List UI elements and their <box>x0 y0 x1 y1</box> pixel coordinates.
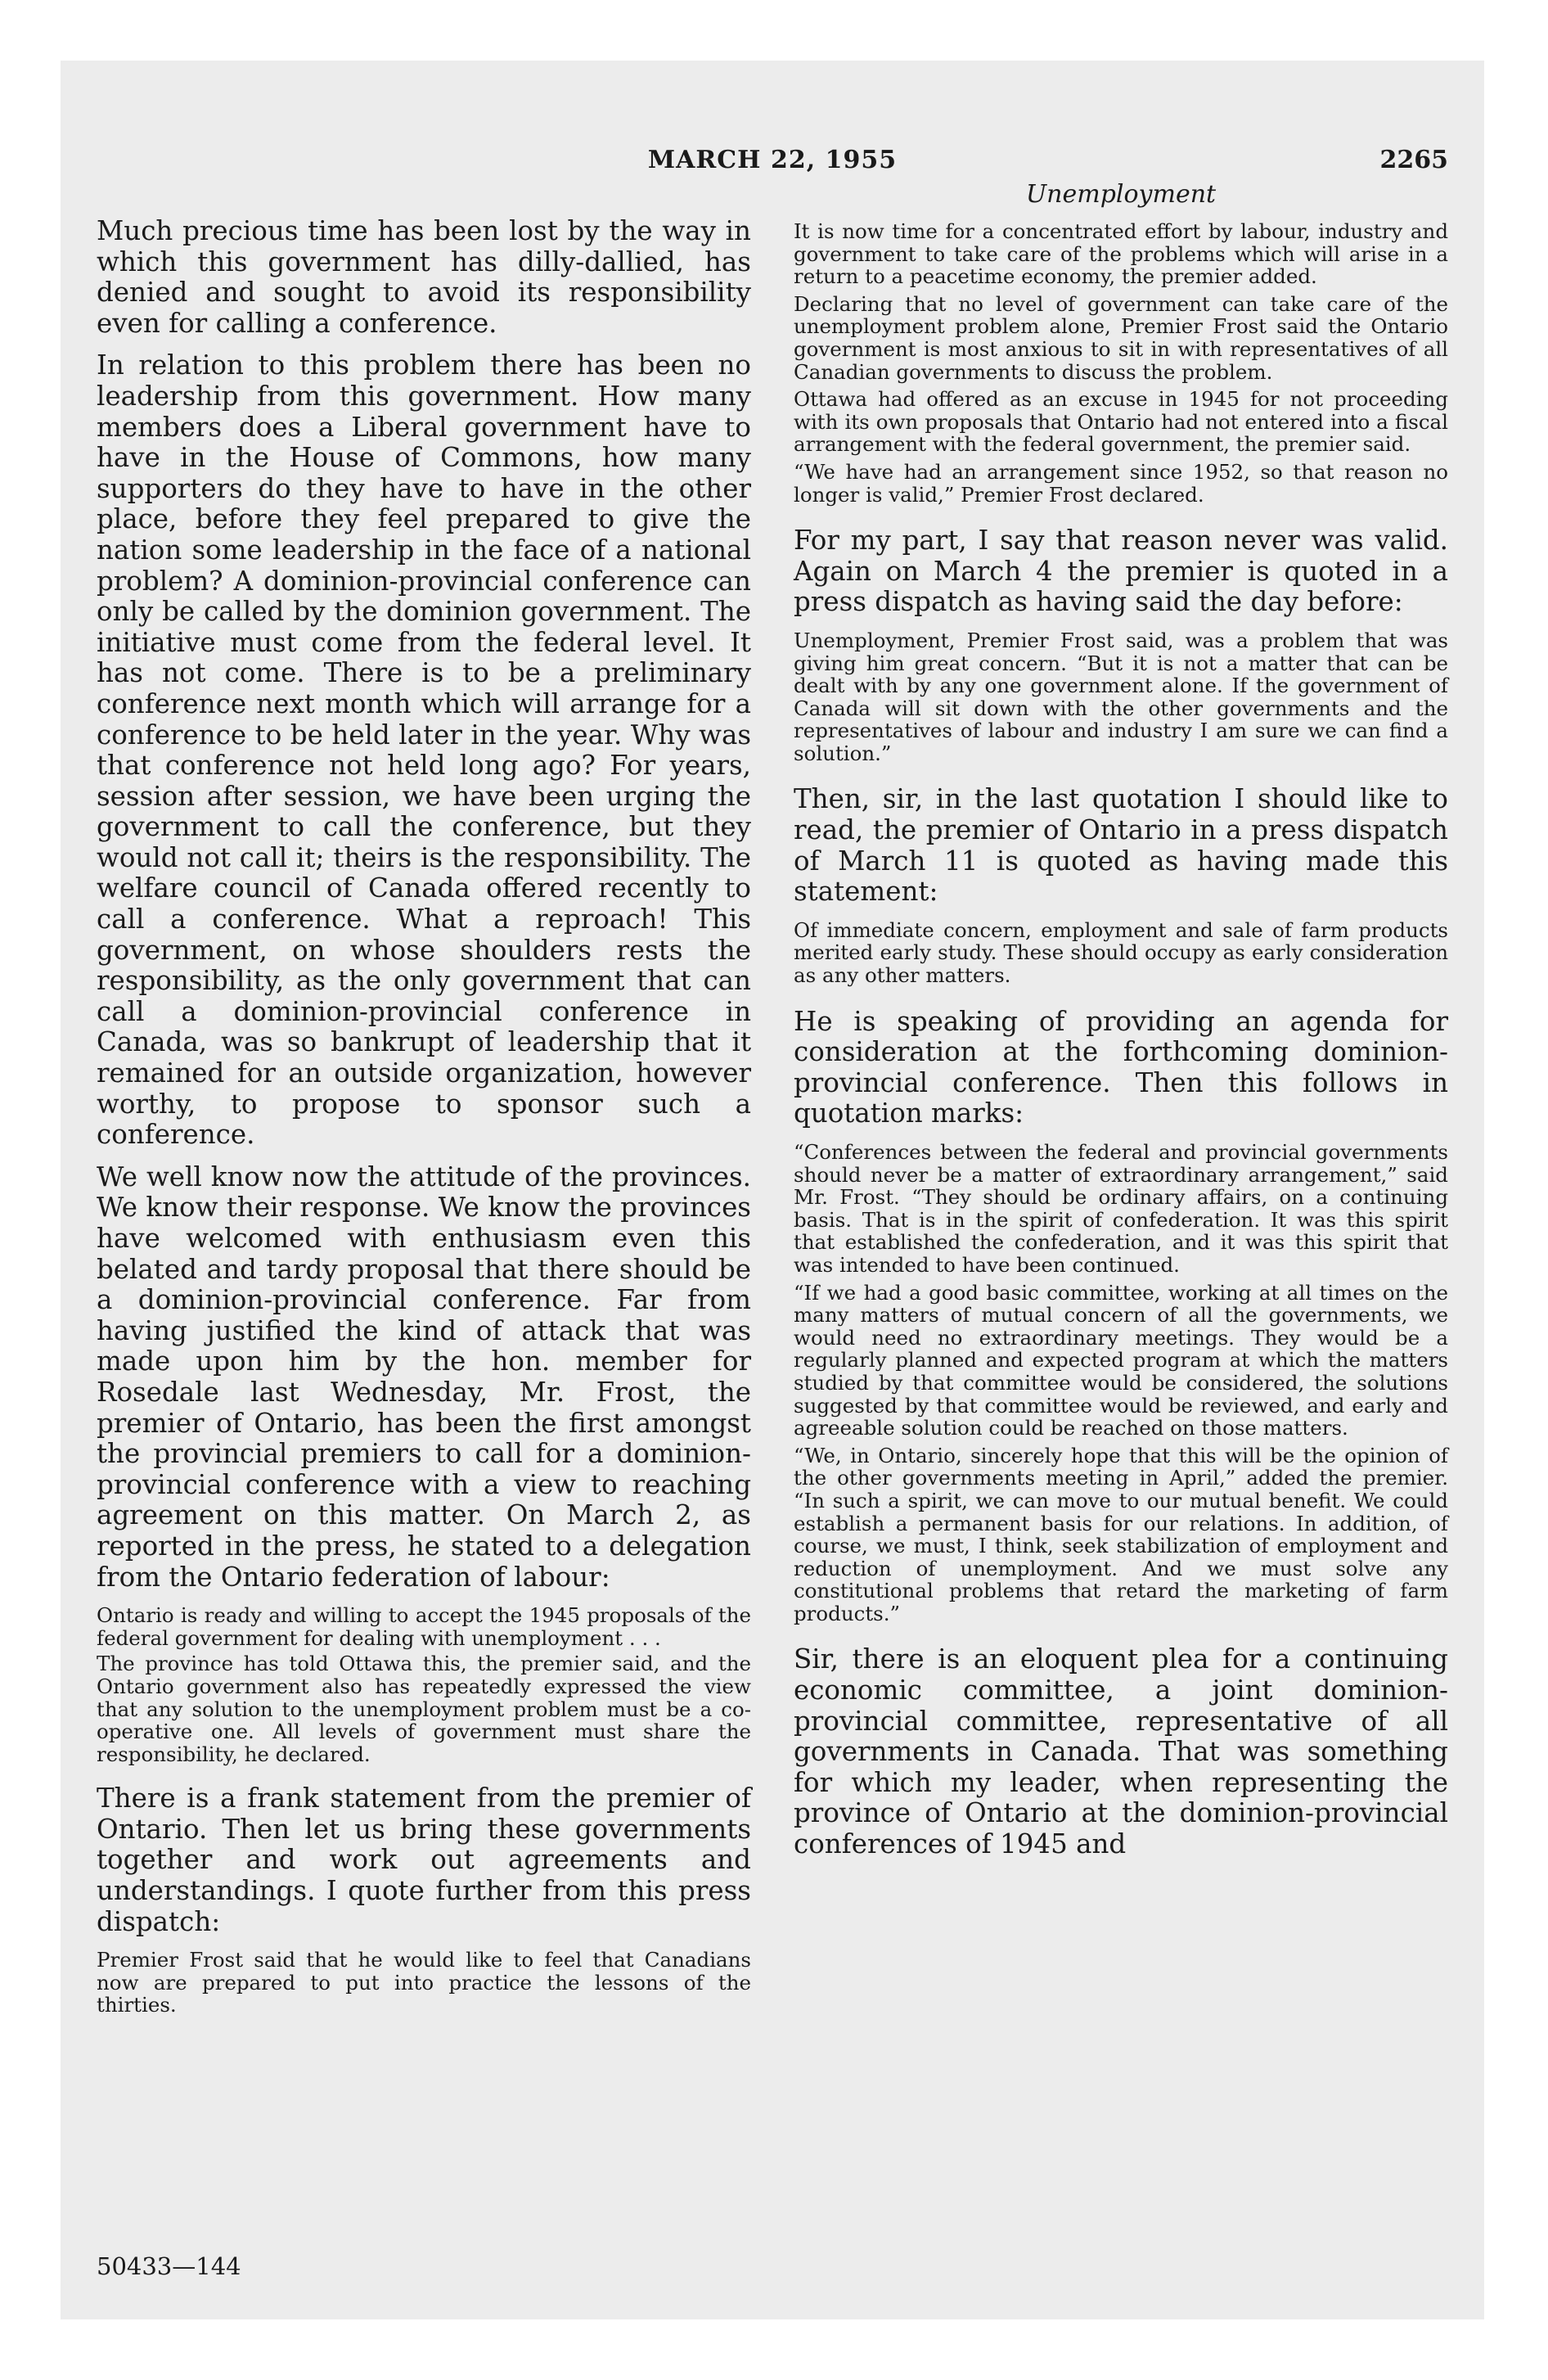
paragraph: For my part, I say that reason never was valid. Again on March 4 the premier is quoted in a press dispatch as having said the day before: <box>794 525 1448 618</box>
page-number: 2265 <box>1379 146 1448 174</box>
paragraph: In relation to this problem there has been no leadership from this government. How many members does a Liberal government have to have in the House of Commons, how many supporters do they have to have in the other place, before they feel prepared to give the nation some leadership in the face of a national problem? A dominion-provincial conference can only be called by the dominion government. The initiative must come from the federal level. It has not come. There is to be a preliminary conference next month which will arrange for a conference to be held later in the year. Why was that conference not held long ago? For years, session after session, we have been urging the government to call the conference, but they would not call it; theirs is the responsibility. The welfare council of Canada offered recently to call a conference. What a reproach! This government, on whose shoulders rests the responsibility, as the only government that can call a dominion-provincial conference in Canada, was so bankrupt of leadership that it remained for an outside organization, however worthy, to propose to sponsor such a conference. <box>97 349 751 1151</box>
paragraph: Much precious time has been lost by the way in which this government has dilly-dallied, has denied and sought to avoid its responsibility even for calling a conference. <box>97 215 751 339</box>
quoted-text: Unemployment, Premier Frost said, was a problem that was giving him great concern. “But it is not a matter that can be dealt with by any one government alone. If the government of Canada will sit down with the other governments and the representatives of labour and industry I am sure we can find a solution.” <box>794 628 1448 765</box>
quoted-text: Ottawa had offered as an excuse in 1945 for not proceeding with its own proposals that Ontario had not entered into a fiscal arrangement with the federal government, the premier said. <box>794 387 1448 457</box>
quoted-text: Premier Frost said that he would like to feel that Canadians now are prepared to put into practice the lessons of the thirties. <box>97 1948 751 2017</box>
left-column <box>97 216 751 2020</box>
paragraph: He is speaking of providing an agenda for consideration at the forthcoming dominion-provincial conference. Then this follows in quotation marks: <box>794 1005 1448 1129</box>
right-column <box>794 180 1448 1872</box>
page-header <box>97 146 1448 178</box>
paragraph: We well know now the attitude of the provinces. We know their response. We know the provinces have welcomed with enthusiasm even this belated and tardy proposal that there should be a dominion-provincial conference. Far from having justified the kind of attack that was made upon him by the hon. member for Rosedale last Wednesday, Mr. Frost, the premier of Ontario, has been the first amongst the provincial premiers to call for a dominion-provincial conference with a view to reaching agreement on this matter. On March 2, as reported in the press, he stated to a delegation from the Ontario federation of labour: <box>97 1161 751 1593</box>
quoted-text: Ontario is ready and willing to accept the 1945 proposals of the federal government for dealing with unemployment . . . <box>97 1603 751 1650</box>
quoted-text: It is now time for a concentrated effort by labour, industry and government to take care of the problems which will arise in a return to a peacetime economy, the premier added. <box>794 219 1448 289</box>
header-date: MARCH 22, 1955 <box>647 146 898 174</box>
quoted-text: Declaring that no level of government can take care of the unemployment problem alone, Premier Frost said the Ontario government is most anxious to sit in with representatives of all Canadian governments to discuss the problem. <box>794 291 1448 384</box>
paragraph: Sir, there is an eloquent plea for a continuing economic committee, a joint dominion-provincial committee, representative of all governments in Canada. That was something for which my leader, when representing the province of Ontario at the dominion-provincial conferences of 1945 and <box>794 1643 1448 1860</box>
quoted-text: “If we had a good basic committee, working at all times on the many matters of mutual concern of all the governments, we would need no extraordinary meetings. They would be a regularly planned and expected program at which the matters studied by that committee would be considered, the solutions suggested by that committee would be reviewed, and early and agreeable solution could be reached on those matters. <box>794 1280 1448 1440</box>
page-sheet <box>61 61 1484 2319</box>
quoted-text: “Conferences between the federal and provincial governments should never be a matter of extraordinary arrangement,” said Mr. Frost. “They should be ordinary affairs, on a continuing basis. That is in the spirit of confederation. It was this spirit that established the confederation, and it was this spirit that was intended to have been continued. <box>794 1140 1448 1277</box>
paragraph: Then, sir, in the last quotation I should like to read, the premier of Ontario in a press dispatch of March 11 is quoted as having made this statement: <box>794 783 1448 908</box>
page-content <box>97 61 1448 2280</box>
section-title: Unemployment <box>1025 180 1217 209</box>
quoted-text: The province has told Ottawa this, the premier said, and the Ontario government also has repeatedly expressed the view that any solution to the unemployment problem must be a co-operative one. All levels of government must share the responsibility, he declared. <box>97 1652 751 1766</box>
quoted-text: “We, in Ontario, sincerely hope that this will be the opinion of the other governments meeting in April,” added the premier. “In such a spirit, we can move to our mutual benefit. We could establish a permanent basis for our relations. In addition, of course, we must, I think, seek stabilization of employment and reduction of unemployment. And we must solve any constitutional problems that retard the marketing of farm products.” <box>794 1443 1448 1625</box>
footer-print-code: 50433—144 <box>97 2252 241 2280</box>
quoted-text: Of immediate concern, employment and sale of farm products merited early study. These should occupy as early consideration as any other matters. <box>794 917 1448 988</box>
quoted-text: “We have had an arrangement since 1952, so that reason no longer is valid,” Premier Frost declared. <box>794 459 1448 507</box>
paragraph: There is a frank statement from the premier of Ontario. Then let us bring these governments together and work out agreements and understandings. I quote further from this press dispatch: <box>97 1783 751 1937</box>
